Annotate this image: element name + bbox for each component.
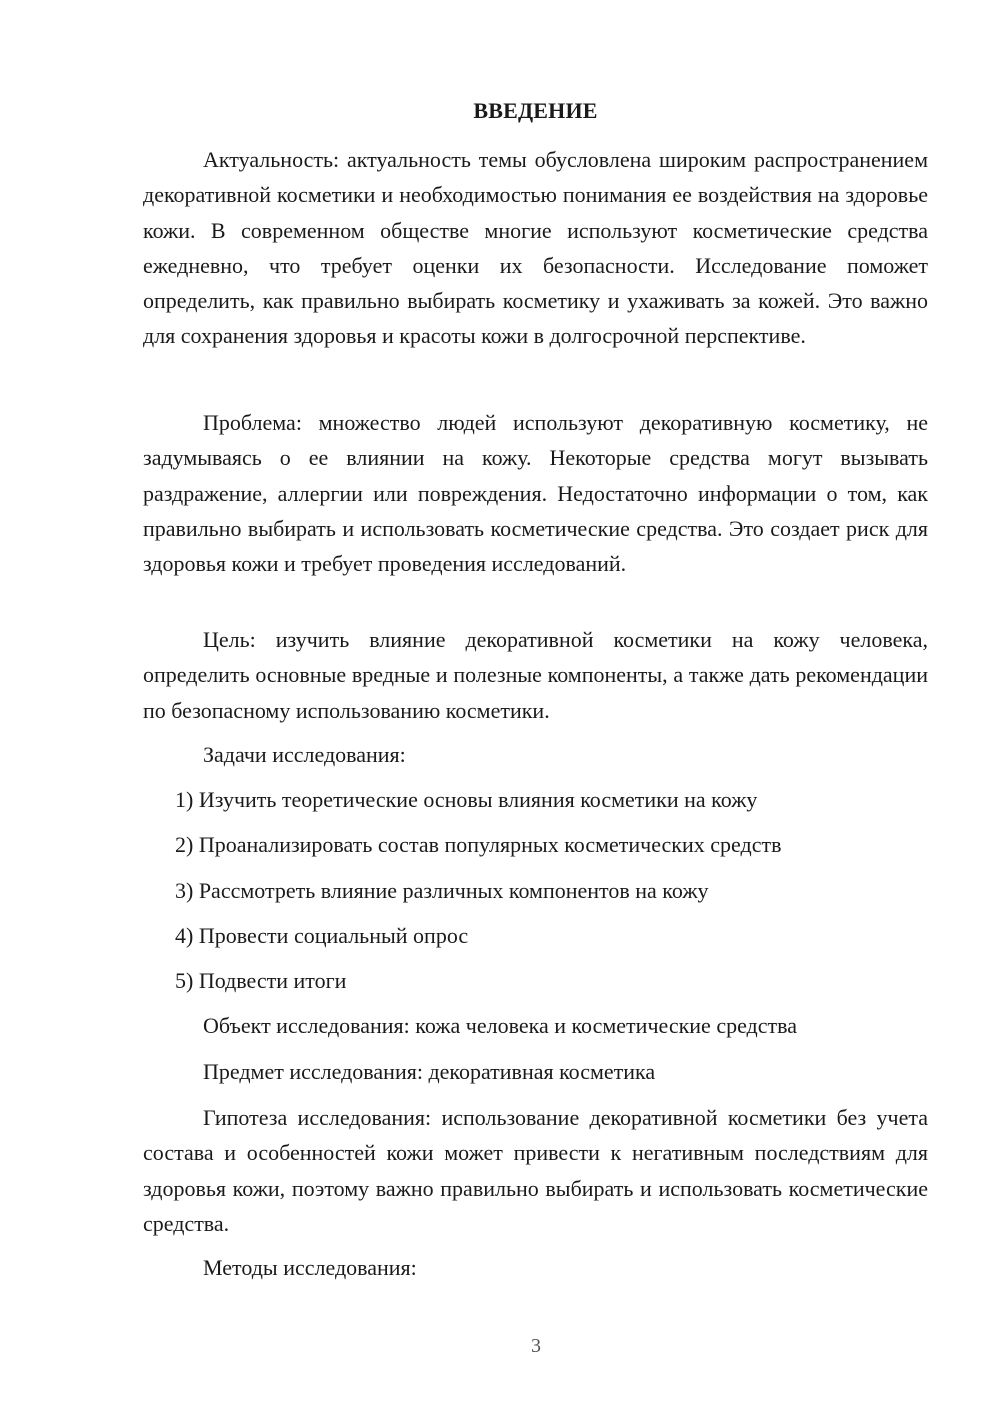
methods-heading: Методы исследования: bbox=[203, 1255, 417, 1280]
task-item-4: 4) Провести социальный опрос bbox=[175, 923, 469, 948]
page-title: ВВЕДЕНИЕ bbox=[473, 98, 598, 123]
problem-paragraph: Проблема: множество людей используют декоративную косметику, не задумываясь о ее влиянии на кожу. Некоторые средства могут вызывать раздражение, аллергии или повреждения. Недостаточно информации о том, как правильно выбирать и использовать косметические средства. Это создает риск для здоровья кожи и требует проведения исследований. bbox=[143, 410, 928, 577]
research-object-line: Объект исследования: кожа человека и косметические средства bbox=[203, 1013, 797, 1038]
tasks-heading: Задачи исследования: bbox=[203, 742, 406, 767]
task-item-1: 1) Изучить теоретические основы влияния косметики на кожу bbox=[175, 787, 758, 812]
task-item-5: 5) Подвести итоги bbox=[175, 968, 347, 993]
task-item-2: 2) Проанализировать состав популярных косметических средств bbox=[175, 832, 782, 857]
research-subject-line: Предмет исследования: декоративная косметика bbox=[203, 1059, 656, 1084]
goal-paragraph: Цель: изучить влияние декоративной косметики на кожу человека, определить основные вредные и полезные компоненты, а также дать рекомендации по безопасному использованию косметики. bbox=[143, 627, 928, 723]
page-number: 3 bbox=[531, 1335, 541, 1357]
relevance-paragraph: Актуальность: актуальность темы обусловлена широким распространением декоративной косметики и необходимостью понимания ее воздействия на здоровье кожи. В современном обществе многие используют косметические средства ежедневно, что требует оценки их безопасности. Исследование поможет определить, как правильно выбирать косметику и ухаживать за кожей. Это важно для сохранения здоровья и красоты кожи в долгосрочной перспективе. bbox=[143, 147, 928, 349]
hypothesis-paragraph: Гипотеза исследования: использование декоративной косметики без учета состава и особенностей кожи может привести к негативным последствиям для здоровья кожи, поэтому важно правильно выбирать и использовать косметические средства. bbox=[143, 1105, 928, 1236]
task-item-3: 3) Рассмотреть влияние различных компонентов на кожу bbox=[175, 878, 709, 903]
